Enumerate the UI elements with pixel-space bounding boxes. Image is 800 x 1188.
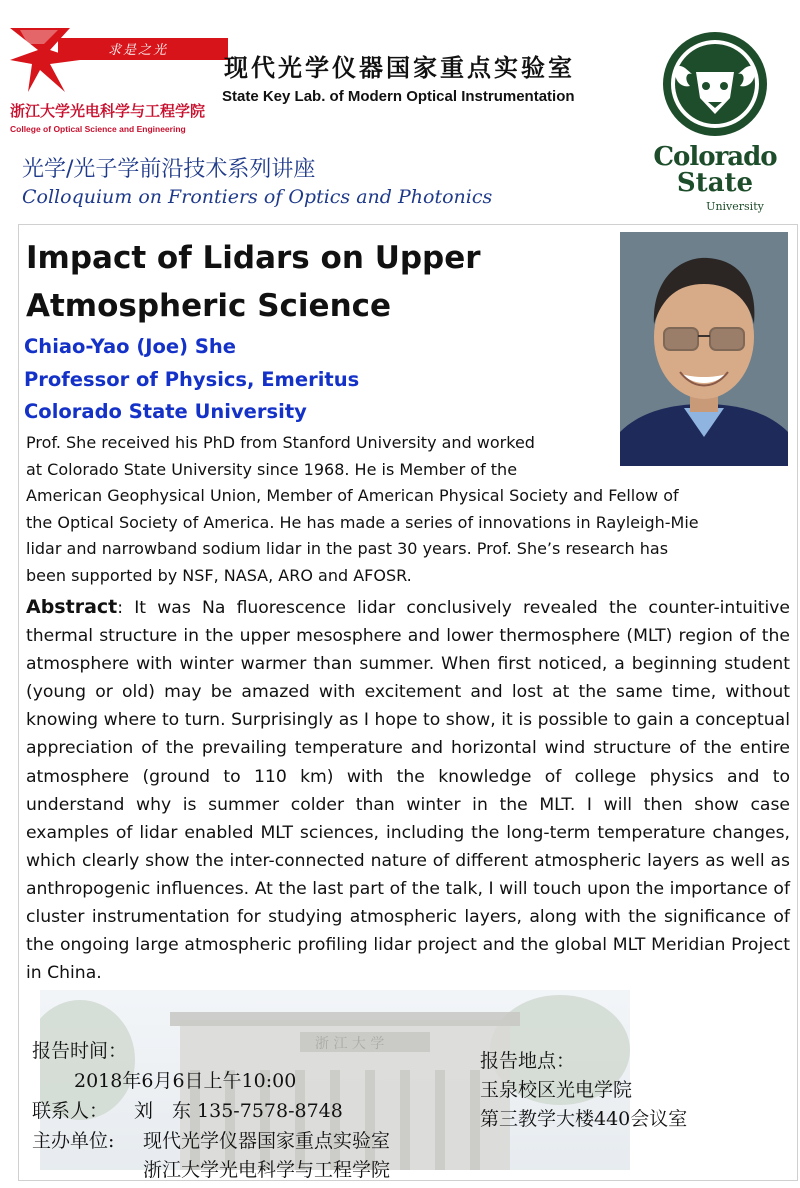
venue-value-2: 第三教学大楼440会议室 xyxy=(480,1108,688,1130)
contact-label: 联系人： xyxy=(32,1100,109,1122)
bio-line: American Geophysical Union, Member of American Physical Society and Fellow of xyxy=(26,486,679,505)
time-label: 报告时间： xyxy=(32,1040,128,1062)
host-label: 主办单位: xyxy=(32,1130,115,1152)
csu-logo xyxy=(640,28,790,218)
venue-value-1: 玉泉校区光电学院 xyxy=(480,1079,633,1101)
abstract-label: Abstract xyxy=(26,596,118,618)
speaker-title: Professor of Physics, Emeritus xyxy=(24,368,360,391)
time-value: 2018年6月6日上午10:00 xyxy=(74,1070,297,1092)
talk-title: Impact of Lidars on Upper Atmospheric Science xyxy=(26,240,481,324)
csu-name-line1: Colorado xyxy=(653,142,777,172)
bio-line: at Colorado State University since 1968. He is Member of the xyxy=(26,459,518,479)
zju-motto: 求是之光 xyxy=(108,43,169,58)
zju-college-name-en: College of Optical Science and Engineering xyxy=(10,124,186,134)
abstract-text: : It was Na fluorescence lidar conclusively revealed the counter-intuitive thermal structure in the upper mesosphere and lower thermosphere (MLT) region of the atmosphere with winter warmer than summer. When first noticed, a beginning student (young or old) may be amazed with excitement and lost at the same time, without knowing where to turn. Surprisingly as I hope to show, it is possible to gain a conceptual appreciation of the prevailing temperature and horizontal wind structure of the entire atmosphere (ground to 110 km) with the knowledge of college physics and to understand why is summer colder than winter in the MLT. I will then show case examples of lidar enabled MLT sciences, including the long-term temperature changes, which clearly show the inter-connected nature of different atmospheric layers as well as anthropogenic influences. At the last part of the talk, I will touch upon the importance of cluster instrumentation for studying atmospheric layers, along with the significance of the ongoing large atmospheric profiling lidar project and the global MLT Meridian Project in China. xyxy=(26,598,790,984)
csu-name-line3: University xyxy=(706,200,764,213)
speaker-name: Chiao-Yao (Joe) She xyxy=(24,335,236,358)
bio-line: Prof. She received his PhD from Stanford University and worked xyxy=(26,433,535,452)
building-sign: 浙 江 大 学 xyxy=(315,1036,385,1052)
zju-eagle-icon xyxy=(10,20,120,100)
contact-value: 刘 东 135-7578-8748 xyxy=(134,1100,343,1122)
bio-line: been supported by NSF, NASA, ARO and AFOSR. xyxy=(26,565,412,585)
host-value-2: 浙江大学光电科学与工程学院 xyxy=(143,1159,391,1181)
zju-college-name-cn: 浙江大学光电科学与工程学院 xyxy=(10,102,206,120)
lab-name-en: State Key Lab. of Modern Optical Instrumentation xyxy=(222,88,575,105)
bio-line: lidar and narrowband sodium lidar in the past 30 years. Prof. She’s research has xyxy=(26,539,669,558)
venue-label: 报告地点： xyxy=(480,1050,576,1072)
zju-college-logo xyxy=(10,20,220,140)
host-value-1: 现代光学仪器国家重点实验室 xyxy=(143,1130,391,1152)
series-title-en: Colloquium on Frontiers of Optics and Photonics xyxy=(22,186,493,208)
series-title-cn: 光学/光子学前沿技术系列讲座 xyxy=(22,157,316,182)
csu-ram-icon xyxy=(640,28,790,143)
csu-name-line2: State xyxy=(676,168,754,198)
lab-name-cn: 现代光学仪器国家重点实验室 xyxy=(224,53,575,82)
speaker-affiliation: Colorado State University xyxy=(24,400,307,423)
speaker-bio xyxy=(26,430,796,589)
bio-line: the Optical Society of America. He has made a series of innovations in Rayleigh-Mie xyxy=(26,512,699,532)
abstract xyxy=(26,593,790,987)
